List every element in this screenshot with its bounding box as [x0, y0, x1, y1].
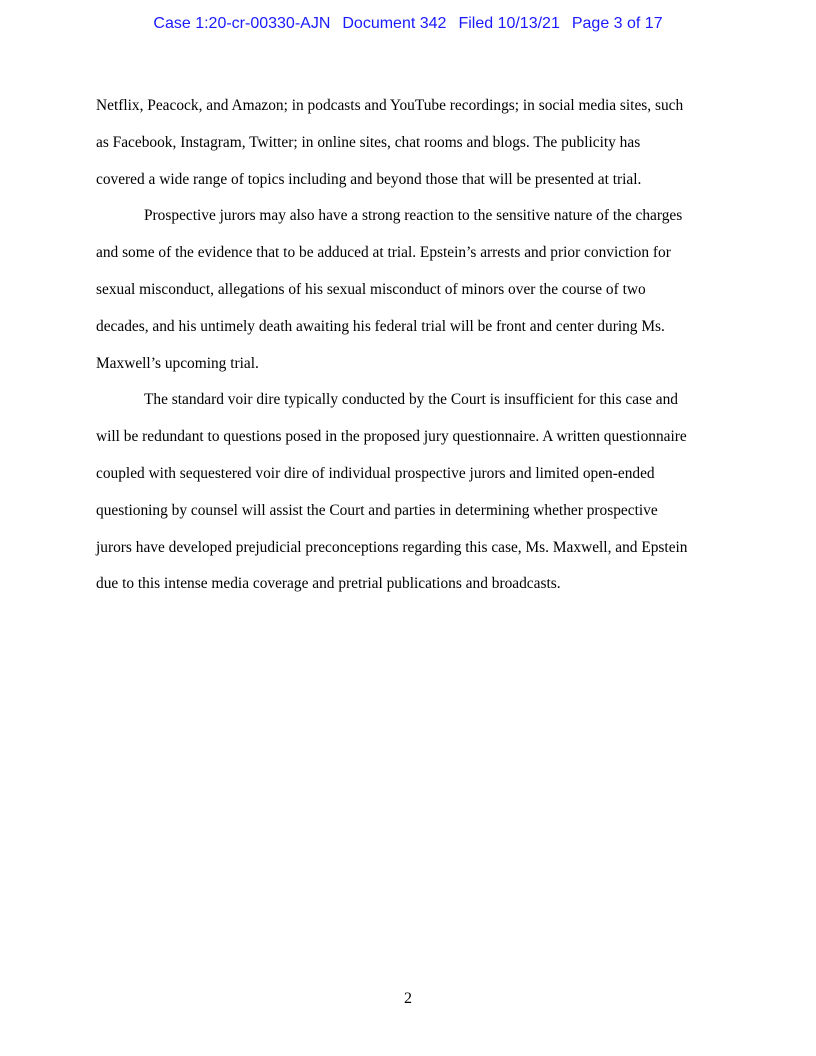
- text-line: questioning by counsel will assist the Court and parties in determining whether prospective: [96, 501, 658, 519]
- document-body: [96, 93, 716, 608]
- text-line: sexual misconduct, allegations of his sexual misconduct of minors over the course of two: [96, 280, 646, 298]
- page-number: 2: [404, 990, 412, 1007]
- text-line: covered a wide range of topics including and beyond those that will be presented at trial.: [96, 170, 642, 188]
- text-line: and some of the evidence that to be adduced at trial. Epstein’s arrests and prior conviction for: [96, 244, 671, 262]
- page-indicator: Page 3 of 17: [571, 15, 663, 32]
- text-line: due to this intense media coverage and pretrial publications and broadcasts.: [96, 575, 561, 593]
- document-number: Document 342: [342, 15, 447, 32]
- text-line: Prospective jurors may also have a strong reaction to the sensitive nature of the charges: [144, 207, 683, 225]
- text-line: as Facebook, Instagram, Twitter; in online sites, chat rooms and blogs. The publicity has: [96, 133, 641, 151]
- paragraph-3: [96, 387, 716, 608]
- case-header: [0, 14, 816, 34]
- text-line: decades, and his untimely death awaiting his federal trial will be front and center during Ms.: [96, 317, 665, 335]
- text-line: The standard voir dire typically conducted by the Court is insufficient for this case and: [144, 391, 678, 409]
- case-number: Case 1:20-cr-00330-AJN: [153, 15, 331, 32]
- text-line: will be redundant to questions posed in the proposed jury questionnaire. A written questionnaire: [96, 428, 687, 446]
- text-line: Maxwell’s upcoming trial.: [96, 354, 259, 372]
- paragraph-1: [96, 93, 716, 203]
- text-line: Netflix, Peacock, and Amazon; in podcasts and YouTube recordings; in social media sites, such: [96, 97, 684, 114]
- paragraph-2: [96, 203, 716, 387]
- text-line: coupled with sequestered voir dire of individual prospective jurors and limited open-ended: [96, 464, 655, 482]
- text-line: jurors have developed prejudicial preconceptions regarding this case, Ms. Maxwell, and Epstein: [96, 538, 688, 556]
- filed-date: Filed 10/13/21: [458, 15, 560, 32]
